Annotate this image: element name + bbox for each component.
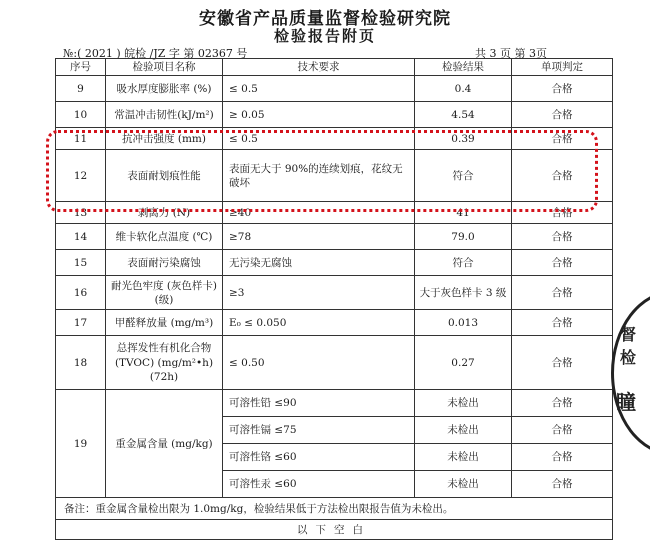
row-requirement: ≥40 xyxy=(223,202,415,224)
row-item: 剥离力 (N) xyxy=(106,202,223,224)
header-requirement: 技术要求 xyxy=(223,59,415,76)
row-requirement: 可溶性铅 ≤90 xyxy=(223,390,415,417)
row-verdict: 合格 xyxy=(512,390,613,417)
row-no: 14 xyxy=(56,224,106,250)
note-text: 备注：重金属含量检出限为 1.0mg/kg，检验结果低于方法检出限报告值为未检出。 xyxy=(56,498,613,520)
row-result: 4.54 xyxy=(415,102,512,128)
row-verdict: 合格 xyxy=(512,444,613,471)
row-requirement: ≤ 0.50 xyxy=(223,336,415,390)
row-no: 10 xyxy=(56,102,106,128)
row-result: 大于灰色样卡 3 级 xyxy=(415,276,512,310)
table-row xyxy=(56,250,613,276)
row-requirement: ≥78 xyxy=(223,224,415,250)
row-requirement: ≥3 xyxy=(223,276,415,310)
row-no: 18 xyxy=(56,336,106,390)
row-no: 19 xyxy=(56,390,106,498)
seal-text-bottom: 瞳 xyxy=(616,390,636,414)
row-result: 79.0 xyxy=(415,224,512,250)
row-verdict: 合格 xyxy=(512,202,613,224)
row-requirement: ≤ 0.5 xyxy=(223,128,415,150)
row-no: 17 xyxy=(56,310,106,336)
row-result: 0.27 xyxy=(415,336,512,390)
table-row xyxy=(56,128,613,150)
row-verdict: 合格 xyxy=(512,417,613,444)
row-result: 未检出 xyxy=(415,444,512,471)
seal-text-top: 督检 xyxy=(620,325,637,367)
row-no: 11 xyxy=(56,128,106,150)
row-verdict: 合格 xyxy=(512,310,613,336)
row-requirement: 无污染无腐蚀 xyxy=(223,250,415,276)
report-appendix-title: 检验报告附页 xyxy=(273,27,376,45)
table-row xyxy=(56,310,613,336)
report-number: №:( 2021 ) 皖检 /JZ 字 第 02367 号 xyxy=(63,47,248,60)
table-row xyxy=(56,276,613,310)
row-requirement: E₀ ≤ 0.050 xyxy=(223,310,415,336)
row-verdict: 合格 xyxy=(512,336,613,390)
row-item: 耐光色牢度 (灰色样卡) (级) xyxy=(106,276,223,310)
row-item: 总挥发性有机化合物 (TVOC) (mg/m²•h) (72h) xyxy=(106,336,223,390)
end-of-table-text: 以下空白 xyxy=(56,520,613,540)
row-no: 12 xyxy=(56,150,106,202)
row-item: 吸水厚度膨胀率 (%) xyxy=(106,76,223,102)
row-no: 15 xyxy=(56,250,106,276)
row-verdict: 合格 xyxy=(512,76,613,102)
row-requirement: 表面无大于 90%的连续划痕，花纹无破坏 xyxy=(223,150,415,202)
row-requirement: ≥ 0.05 xyxy=(223,102,415,128)
header-verdict: 单项判定 xyxy=(512,59,613,76)
table-row xyxy=(56,76,613,102)
row-verdict: 合格 xyxy=(512,150,613,202)
row-item: 表面耐污染腐蚀 xyxy=(106,250,223,276)
row-result: 未检出 xyxy=(415,471,512,498)
row-item: 重金属含量 (mg/kg) xyxy=(106,390,223,498)
row-verdict: 合格 xyxy=(512,128,613,150)
table-row xyxy=(56,336,613,390)
end-row xyxy=(56,520,613,540)
row-result: 未检出 xyxy=(415,417,512,444)
header-item: 检验项目名称 xyxy=(106,59,223,76)
row-item: 抗冲击强度 (mm) xyxy=(106,128,223,150)
header-no: 序号 xyxy=(56,59,106,76)
table-row xyxy=(56,150,613,202)
row-no: 9 xyxy=(56,76,106,102)
header-result: 检验结果 xyxy=(415,59,512,76)
row-result: 未检出 xyxy=(415,390,512,417)
row-requirement: ≤ 0.5 xyxy=(223,76,415,102)
row-requirement: 可溶性汞 ≤60 xyxy=(223,471,415,498)
table-row xyxy=(56,224,613,250)
row-result: 0.013 xyxy=(415,310,512,336)
page-info: 共 3 页 第 3页 xyxy=(475,47,547,60)
row-verdict: 合格 xyxy=(512,224,613,250)
inspection-table xyxy=(55,58,613,540)
inspection-seal xyxy=(611,290,650,456)
table-header-row xyxy=(56,59,613,76)
row-no: 13 xyxy=(56,202,106,224)
row-verdict: 合格 xyxy=(512,250,613,276)
row-result: 符合 xyxy=(415,250,512,276)
row-result: 0.4 xyxy=(415,76,512,102)
row-verdict: 合格 xyxy=(512,102,613,128)
row-requirement: 可溶性铬 ≤60 xyxy=(223,444,415,471)
row-verdict: 合格 xyxy=(512,276,613,310)
row-result: 符合 xyxy=(415,150,512,202)
row-item: 甲醛释放量 (mg/m³) xyxy=(106,310,223,336)
row-item: 表面耐划痕性能 xyxy=(106,150,223,202)
row-result: 0.39 xyxy=(415,128,512,150)
row-no: 16 xyxy=(56,276,106,310)
table-row xyxy=(56,202,613,224)
row-result: 41 xyxy=(415,202,512,224)
table-row xyxy=(56,390,613,417)
institute-title: 安徽省产品质量监督检验研究院 xyxy=(199,9,451,29)
table-row xyxy=(56,102,613,128)
row-item: 维卡软化点温度 (℃) xyxy=(106,224,223,250)
row-requirement: 可溶性镉 ≤75 xyxy=(223,417,415,444)
row-item: 常温冲击韧性(kJ/m²) xyxy=(106,102,223,128)
row-verdict: 合格 xyxy=(512,471,613,498)
note-row xyxy=(56,498,613,520)
